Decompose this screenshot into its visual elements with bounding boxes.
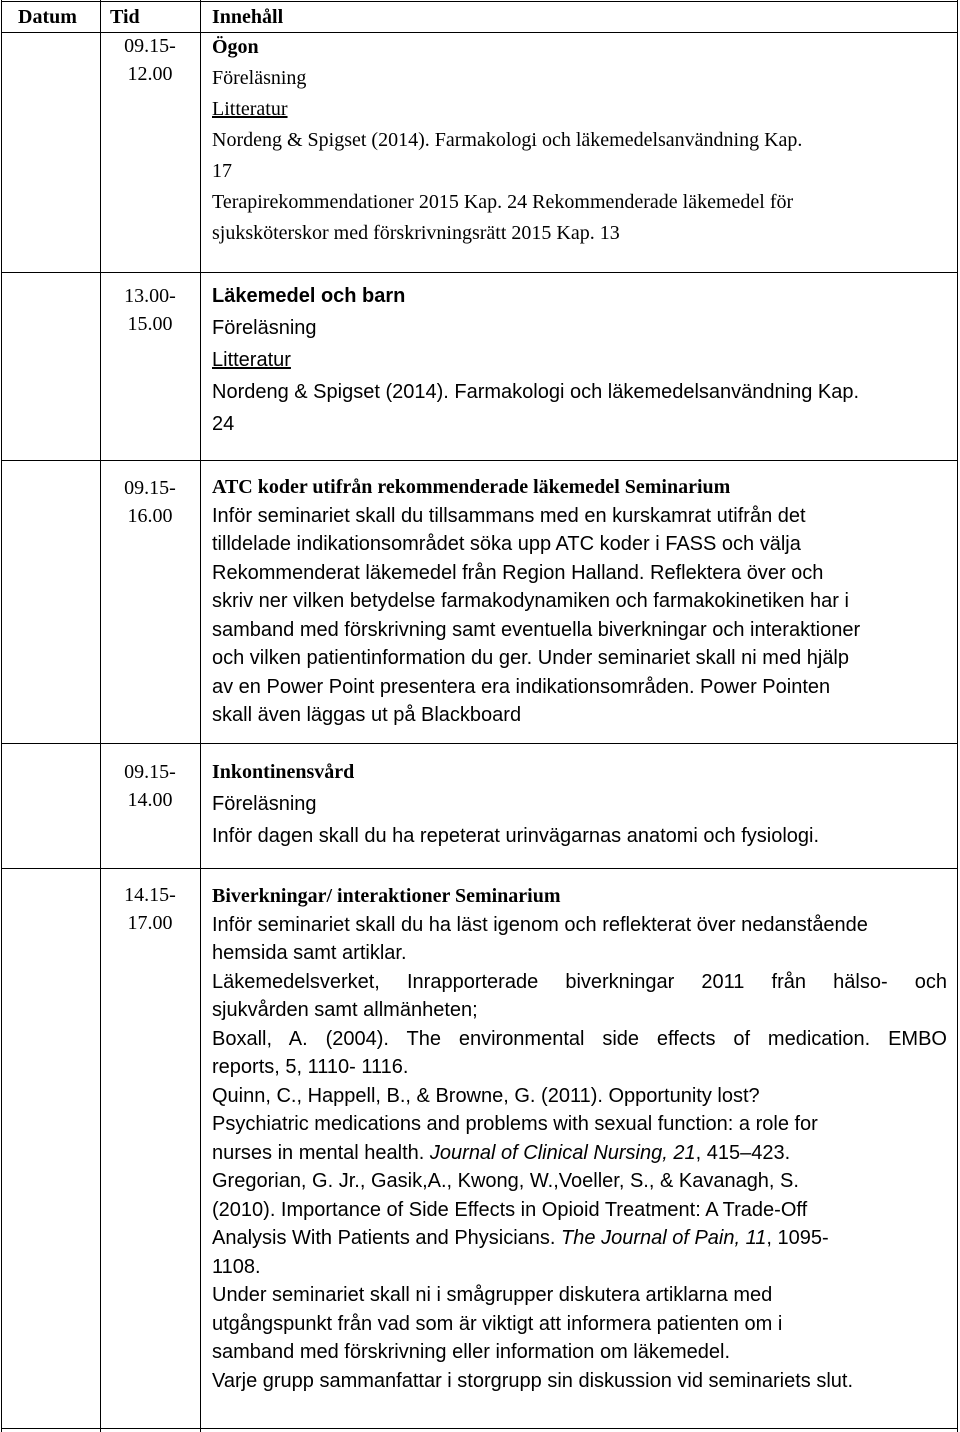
session-title: Ögon: [212, 36, 259, 58]
time-start: 09.15-: [124, 761, 176, 783]
reference-text: , 1095-: [766, 1227, 829, 1249]
journal-title: The Journal of Pain, 11: [561, 1227, 767, 1249]
row-content: [212, 280, 947, 440]
session-type: Föreläsning: [212, 793, 317, 815]
description-line: Inför dagen skall du ha repeterat urinvägarnas anatomi och fysiologi.: [212, 825, 820, 847]
reference-line: (2010). Importance of Side Effects in Opioid Treatment: A Trade-Off: [212, 1198, 808, 1221]
row-time: [100, 758, 200, 814]
row-divider: [1, 460, 958, 461]
header-datum: Datum: [18, 6, 77, 28]
time-end: 12.00: [127, 63, 173, 85]
session-title: Läkemedel och barn: [212, 285, 406, 307]
session-title: ATC koder utifrån rekommenderade läkemedel Seminarium: [212, 476, 731, 498]
description-line: Varje grupp sammanfattar i storgrupp sin diskussion vid seminariets slut.: [212, 1369, 854, 1392]
journal-title: Journal of Clinical Nursing, 21: [429, 1141, 696, 1164]
row-divider: [1, 743, 958, 744]
description-line: Rekommenderat läkemedel från Region Halland. Reflektera över och: [212, 561, 824, 584]
time-start: 09.15-: [124, 477, 176, 499]
reference-line: reports, 5, 1110- 1116.: [212, 1056, 409, 1078]
literature-line: 24: [212, 413, 235, 435]
table-border-bottom: [1, 1428, 958, 1429]
description-line: av en Power Point presentera era indikationsområden. Power Pointen: [212, 675, 831, 698]
literature-line: Terapirekommendationer 2015 Kap. 24 Rekommenderade läkemedel för: [212, 191, 794, 213]
row-time: [100, 474, 200, 530]
time-start: 09.15-: [124, 35, 176, 57]
reference-line: [212, 1224, 947, 1253]
literature-line: 17: [212, 160, 232, 182]
reference-text: nurses in mental health.: [212, 1141, 430, 1164]
time-end: 16.00: [127, 505, 173, 527]
literature-line: sjuksköterskor med förskrivningsrätt 2015 Kap. 13: [212, 222, 620, 244]
time-end: 14.00: [127, 789, 173, 811]
description-line: Inför seminariet skall du ha läst igenom och reflekterat över nedanstående: [212, 913, 868, 936]
description-line: samband med förskrivning samt eventuella biverkningar och interaktioner: [212, 618, 861, 641]
description-line: skall även läggas ut på Blackboard: [212, 704, 522, 726]
session-title: Biverkningar/ interaktioner Seminarium: [212, 885, 561, 907]
table-border-left: [1, 0, 2, 1432]
session-type: Föreläsning: [212, 317, 317, 339]
table-border-right: [957, 0, 958, 1432]
reference-line: Boxall, A. (2004). The environmental side effects of medication. EMBO: [212, 1027, 947, 1050]
reference-line: Läkemedelsverket, Inrapporterade biverkningar 2011 från hälso- och: [212, 970, 947, 993]
row-content: [212, 32, 947, 249]
description-line: Inför seminariet skall du tillsammans med en kurskamrat utifrån det: [212, 504, 806, 527]
row-content: [212, 756, 947, 852]
table-border-top: [1, 1, 958, 2]
row-time: [100, 881, 200, 937]
description-line: tilldelade indikationsområdet söka upp ATC koder i FASS och välja: [212, 533, 801, 555]
header-innehall: Innehåll: [212, 6, 284, 28]
literature-line: Nordeng & Spigset (2014). Farmakologi och läkemedelsanvändning Kap.: [212, 129, 803, 151]
literature-line: Nordeng & Spigset (2014). Farmakologi och läkemedelsanvändning Kap.: [212, 381, 860, 403]
reference-line: Gregorian, G. Jr., Gasik,A., Kwong, W.,Voeller, S., & Kavanagh, S.: [212, 1170, 799, 1192]
session-type: Föreläsning: [212, 67, 307, 89]
description-line: hemsida samt artiklar.: [212, 942, 407, 964]
column-divider-datum: [100, 0, 101, 1432]
description-line: samband med förskrivning eller information om läkemedel.: [212, 1341, 731, 1363]
literature-label: Litteratur: [212, 98, 288, 120]
header-tid: Tid: [110, 6, 140, 28]
reference-line: [212, 1139, 947, 1168]
time-start: 13.00-: [124, 285, 176, 307]
reference-line: Quinn, C., Happell, B., & Browne, G. (2011). Opportunity lost?: [212, 1084, 760, 1107]
row-content: [212, 882, 947, 1395]
description-line: och vilken patientinformation du ger. Under seminariet skall ni med hjälp: [212, 647, 850, 669]
reference-line: Psychiatric medications and problems with sexual function: a role for: [212, 1113, 818, 1135]
time-start: 14.15-: [124, 884, 176, 906]
row-divider: [1, 272, 958, 273]
description-line: utgångspunkt från vad som är viktigt att informera patienten om i: [212, 1312, 783, 1335]
reference-text: Analysis With Patients and Physicians.: [212, 1227, 562, 1249]
time-end: 17.00: [127, 912, 173, 934]
time-end: 15.00: [127, 313, 173, 335]
column-divider-tid: [200, 0, 201, 1432]
session-title: Inkontinensvård: [212, 761, 355, 783]
literature-label: Litteratur: [212, 349, 291, 371]
description-line: skriv ner vilken betydelse farmakodynamiken och farmakokinetiken har i: [212, 590, 849, 612]
reference-line: 1108.: [212, 1255, 261, 1278]
row-time: [100, 282, 200, 338]
description-line: Under seminariet skall ni i smågrupper diskutera artiklarna med: [212, 1284, 773, 1306]
reference-text: , 415–423.: [695, 1141, 791, 1164]
row-time: [100, 32, 200, 88]
reference-line: sjukvården samt allmänheten;: [212, 999, 478, 1021]
row-content: [212, 473, 947, 730]
row-divider: [1, 868, 958, 869]
